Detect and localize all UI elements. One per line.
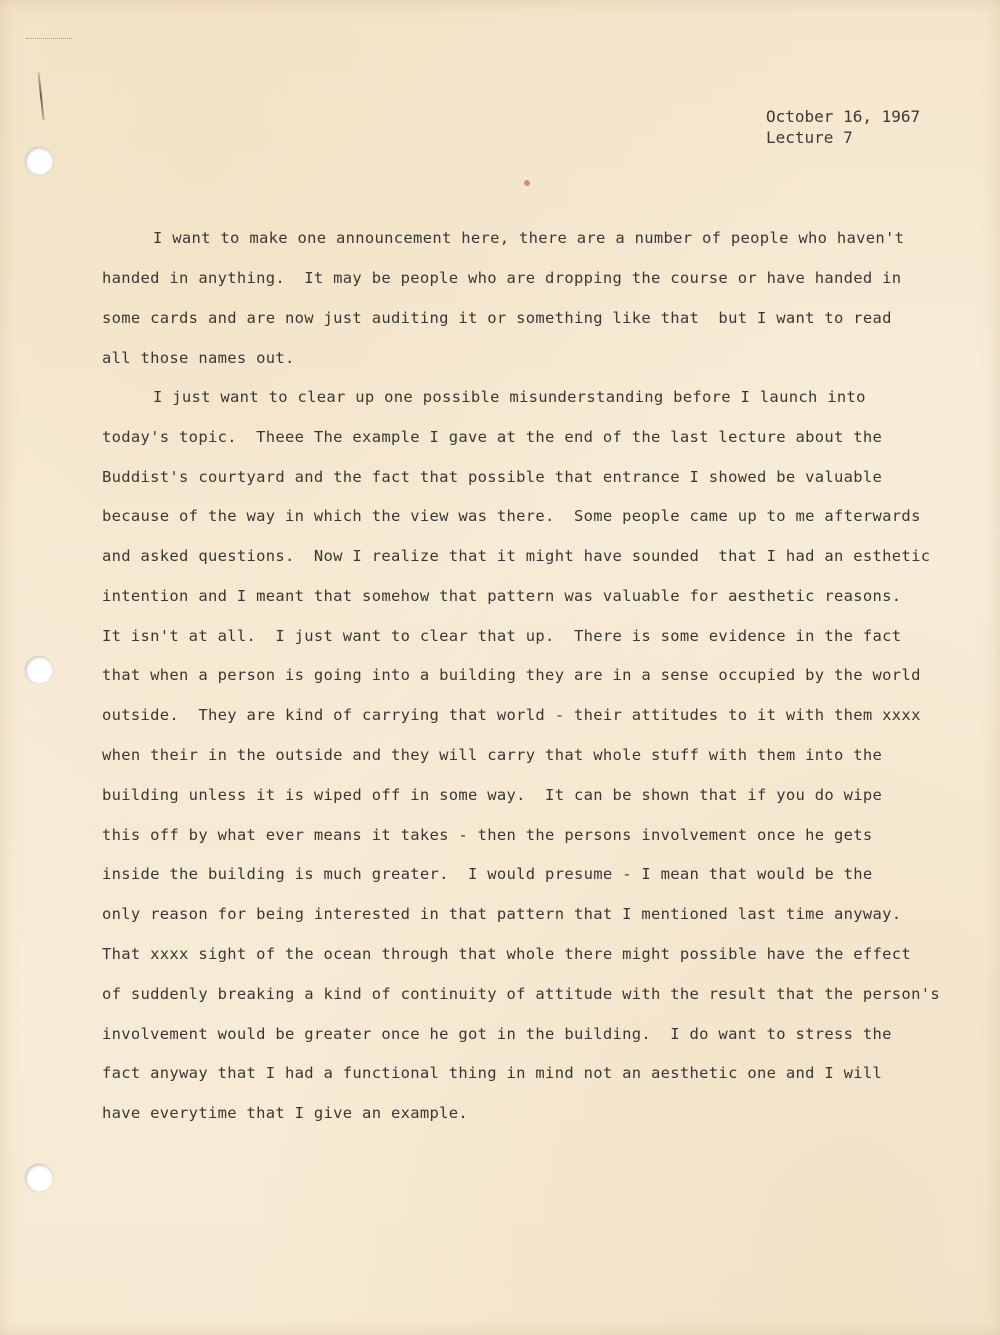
body-line: all those names out. — [102, 349, 295, 367]
body-line: today's topic. Theee The example I gave at the end of the last lecture about the — [102, 428, 883, 446]
punch-hole-bottom — [25, 1164, 53, 1192]
body-line: some cards and are now just auditing it or something like that but I want to read — [102, 309, 892, 327]
body-line: have everytime that I give an example. — [102, 1104, 469, 1122]
lecture-header — [766, 106, 920, 148]
pencil-mark — [37, 72, 44, 120]
body-line: It isn't at all. I just want to clear that up. There is some evidence in the fact — [102, 627, 902, 645]
lecture-date: October 16, 1967 — [766, 107, 921, 126]
body-line: fact anyway that I had a functional thing in mind not an aesthetic one and I will — [102, 1064, 883, 1082]
body-line: Buddist's courtyard and the fact that possible that entrance I showed be valuable — [102, 468, 883, 486]
punch-hole-top — [25, 147, 53, 175]
body-line: and asked questions. Now I realize that it might have sounded that I had an esthetic — [102, 547, 931, 565]
body-line: handed in anything. It may be people who are dropping the course or have handed in — [102, 269, 902, 287]
body-line: intention and I meant that somehow that pattern was valuable for aesthetic reasons. — [102, 587, 902, 605]
body-line: involvement would be greater once he got in the building. I do want to stress the — [102, 1025, 892, 1043]
punch-hole-middle — [25, 656, 53, 684]
body-line: when their in the outside and they will carry that whole stuff with them into the — [102, 746, 883, 764]
lecture-number: Lecture 7 — [766, 128, 853, 147]
body-line: That xxxx sight of the ocean through that whole there might possible have the effect — [102, 945, 912, 963]
body-line: I want to make one announcement here, there are a number of people who haven't — [153, 229, 905, 247]
body-line: that when a person is going into a building they are in a sense occupied by the world — [102, 666, 921, 684]
body-line: only reason for being interested in that pattern that I mentioned last time anyway. — [102, 905, 902, 923]
body-line: this off by what ever means it takes - then the persons involvement once he gets — [102, 826, 873, 844]
body-line: outside. They are kind of carrying that world - their attitudes to it with them xxxx — [102, 706, 921, 724]
paper-stain — [524, 180, 530, 186]
body-line: because of the way in which the view was there. Some people came up to me afterwards — [102, 507, 921, 525]
pencil-scribble — [26, 38, 72, 55]
body-line: of suddenly breaking a kind of continuity of attitude with the result that the person's — [102, 985, 940, 1003]
body-line: inside the building is much greater. I would presume - I mean that would be the — [102, 865, 873, 883]
body-line: I just want to clear up one possible misunderstanding before I launch into — [153, 388, 866, 406]
body-line: building unless it is wiped off in some way. It can be shown that if you do wipe — [102, 786, 883, 804]
